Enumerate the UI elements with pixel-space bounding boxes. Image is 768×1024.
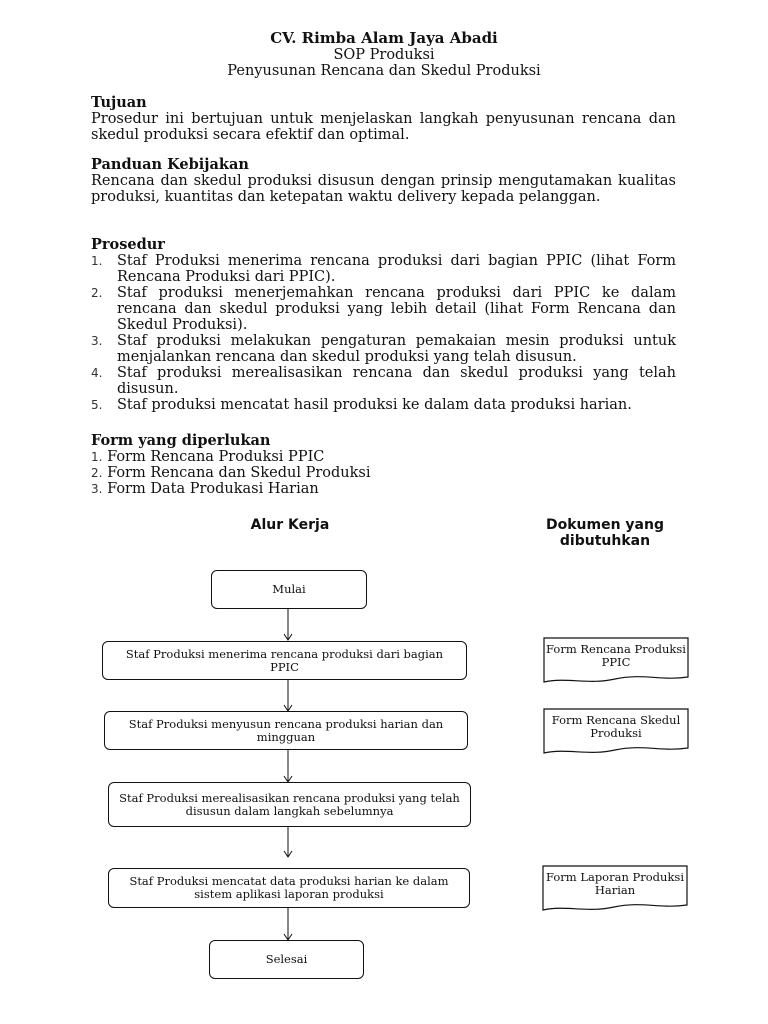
document-label: Form Rencana Produksi PPIC (546, 642, 686, 669)
flow-step4-box: Staf Produksi mencatat data produksi harian ke dalam sistem aplikasi laporan produksi (108, 868, 470, 908)
document-form-rencana-ppic (543, 637, 689, 685)
flow-step3-box: Staf Produksi merealisasikan rencana produksi yang telah disusun dalam langkah sebelumnya (108, 782, 471, 827)
flow-step2-box: Staf Produksi menyusun rencana produksi harian dan mingguan (104, 711, 468, 750)
step-text: Staf produksi melakukan pengaturan pemakaian mesin produksi untuk menjalankan rencana dan skedul produksi yang telah disusun. (117, 333, 676, 365)
prosedur-heading: Prosedur (91, 236, 165, 253)
step-number: 2. (91, 286, 103, 300)
flow-end-box: Selesai (209, 940, 364, 979)
flow-start-box: Mulai (211, 570, 367, 609)
document-label: Form Rencana Skedul Produksi (551, 713, 681, 740)
document-form-rencana-skedul (543, 708, 689, 756)
dokumen-header-line1: Dokumen yang (545, 517, 664, 533)
step-text: Staf Produksi menerima rencana produksi dari bagian PPIC (lihat Form Rencana Produksi dari PPIC). (117, 253, 676, 285)
step-text: Staf produksi menerjemahkan rencana produksi dari PPIC ke dalam rencana dan skedul produksi yang lebih detail (lihat Form Rencana dan Skedul Produksi). (117, 285, 676, 333)
step-number: 4. (91, 366, 103, 380)
form-number: 3. (91, 482, 103, 496)
form-number: 1. (91, 450, 103, 464)
step-number: 5. (91, 398, 103, 412)
tujuan-heading: Tujuan (91, 94, 147, 111)
step-text: Staf produksi merealisasikan rencana dan skedul produksi yang telah disusun. (117, 365, 676, 397)
document-subject: Penyusunan Rencana dan Skedul Produksi (227, 63, 541, 79)
dokumen-header-line2: dibutuhkan (559, 533, 651, 549)
tujuan-text: Prosedur ini bertujuan untuk menjelaskan langkah penyusunan rencana dan skedul produksi secara efektif dan optimal. (91, 111, 676, 143)
document-type: SOP Produksi (333, 47, 435, 63)
flow-step1-box: Staf Produksi menerima rencana produksi dari bagian PPIC (102, 641, 467, 680)
column-header-alur-kerja: Alur Kerja (250, 517, 330, 533)
document-label: Form Laporan Produksi Harian (546, 870, 684, 897)
company-name: CV. Rimba Alam Jaya Abadi (270, 29, 498, 47)
document-form-laporan-produksi (542, 865, 688, 913)
step-number: 3. (91, 334, 103, 348)
panduan-text: Rencana dan skedul produksi disusun dengan prinsip mengutamakan kualitas produksi, kuantitas dan ketepatan waktu delivery kepada pelanggan. (91, 173, 676, 205)
form-heading: Form yang diperlukan (91, 432, 271, 449)
form-text: Form Rencana Produksi PPIC (107, 449, 325, 465)
form-number: 2. (91, 466, 103, 480)
step-number: 1. (91, 254, 103, 268)
step-text: Staf produksi mencatat hasil produksi ke dalam data produksi harian. (117, 397, 632, 413)
panduan-heading: Panduan Kebijakan (91, 156, 249, 173)
form-text: Form Rencana dan Skedul Produksi (107, 465, 371, 481)
form-text: Form Data Produkasi Harian (107, 481, 319, 497)
